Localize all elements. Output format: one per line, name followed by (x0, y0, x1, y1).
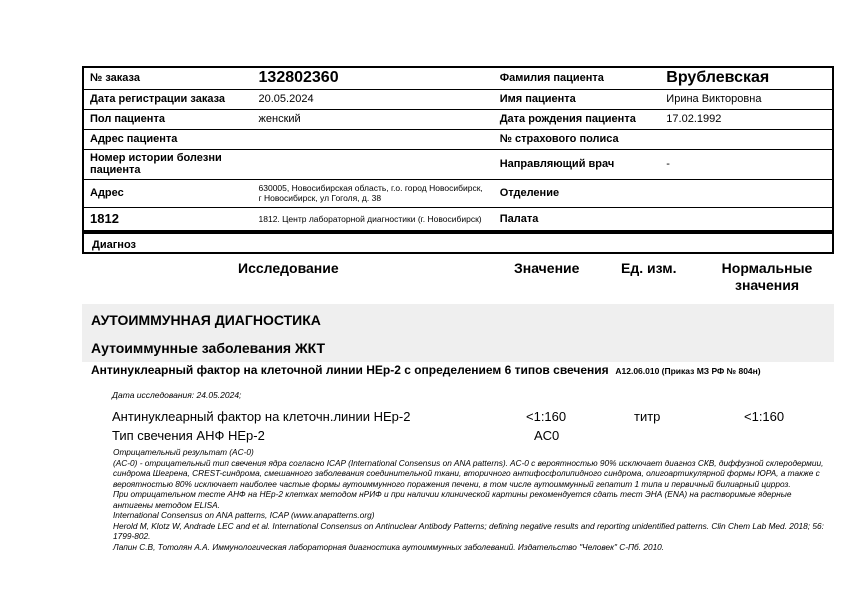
order-no-value: 132802360 (253, 67, 494, 89)
sex-value: женский (253, 109, 494, 129)
doctor-label: Направляющий врач (494, 149, 661, 179)
column-unit: Ед. изм. (621, 260, 677, 276)
ward-value (660, 207, 833, 231)
result-value: AC0 (534, 428, 560, 443)
column-norm-line1: Нормальные (721, 260, 813, 276)
comment-line: Отрицательный результат (AC-0) (113, 447, 254, 457)
column-value: Значение (514, 260, 580, 276)
column-study: Исследование (238, 260, 339, 276)
diagnosis-label: Диагноз (92, 239, 136, 251)
result-unit: титр (634, 409, 661, 424)
result-norm: <1:160 (744, 409, 785, 424)
department-label: Отделение (494, 179, 661, 207)
patient-name-label: Имя пациента (494, 89, 661, 109)
sex-label: Пол пациента (83, 109, 253, 129)
test-title (91, 363, 821, 378)
reg-date-value: 20.05.2024 (253, 89, 494, 109)
comment-line: International Consensus on ANA patterns, ICAP (www.anapatterns.org) (113, 510, 375, 520)
column-norm-line2: значения (735, 277, 799, 293)
insurance-label: № страхового полиса (494, 129, 661, 149)
result-value: <1:160 (526, 409, 567, 424)
patient-info-table (82, 66, 834, 232)
result-name: Антинуклеарный фактор на клеточн.линии HEp-2 (112, 409, 411, 424)
patient-address-value (253, 129, 494, 149)
comment-line: При отрицательном тесте АНФ на HEp-2 клетках методом нРИФ и при наличии клинической картины рекомендуется сдать тест ЭНА (ENA) на растворимые ядерные антигены методом ELISA. (113, 489, 792, 510)
order-no-label: № заказа (83, 67, 253, 89)
address-value: 630005, Новосибирская область, г.о. город Новосибирск, г Новосибирск, ул Гоголя, д. 38 (253, 179, 494, 207)
diagnosis-row (82, 232, 834, 254)
section-title: АУТОИММУННАЯ ДИАГНОСТИКА (91, 312, 321, 328)
comment-line: Herold M, Klotz W, Andrade LEC and et al. International Consensus on Antinuclear Antibody Patterns; defining negative results and reporting unidentified patterns. Clin Chem Lab Med. 2018; 56: 1799-802. (113, 520, 824, 541)
test-date: Дата исследования: 24.05.2024; (112, 390, 242, 400)
column-norm (712, 260, 822, 294)
lab-code: 1812 (83, 207, 253, 231)
ward-label: Палата (494, 207, 661, 231)
result-name: Тип свечения АНФ HEp-2 (112, 428, 265, 443)
comment-line: Лапин С.В, Тотолян А.А. Иммунологическая лабораторная диагностика аутоиммунных заболеваний. Издательство "Человек" С-Пб. 2010. (113, 541, 665, 552)
birth-date-label: Дата рождения пациента (494, 109, 661, 129)
patient-surname-label: Фамилия пациента (494, 67, 661, 89)
test-code: A12.06.010 (Приказ МЗ РФ № 804н) (615, 366, 761, 376)
result-comments (113, 447, 828, 552)
patient-address-label: Адрес пациента (83, 129, 253, 149)
birth-date-value: 17.02.1992 (660, 109, 833, 129)
department-value (660, 179, 833, 207)
address-label: Адрес (83, 179, 253, 207)
reg-date-label: Дата регистрации заказа (83, 89, 253, 109)
insurance-value (660, 129, 833, 149)
lab-name: 1812. Центр лабораторной диагностики (г. Новосибирск) (253, 207, 494, 231)
history-label: Номер истории болезни пациента (83, 149, 253, 179)
doctor-value: - (660, 149, 833, 179)
patient-surname-value: Врублевская (660, 67, 833, 89)
test-title-text: Антинуклеарный фактор на клеточной линии HEp-2 с определением 6 типов свечения (91, 363, 609, 377)
comment-line: (AC-0) - отрицательный тип свечения ядра согласно ICAP (International Consensus on ANA patterns). AC-0 с вероятностью 90% исключает диагноз СКВ, диффузной склеродермии, синдрома Шегрена, CREST-синдрома, смешанного заболевания соединительной ткани, вторичного антифосфолипидного синдрома, олигоартикулярной формы ЮРА, а также с вероятностью 80% исключает наиболее частые формы аутоиммунного поражения печени, в том числе аутоиммунный гепатит 1 типа и первичный билиарный цирроз. (113, 457, 824, 489)
section-subtitle: Аутоиммунные заболевания ЖКТ (91, 340, 326, 356)
history-value (253, 149, 494, 179)
patient-name-value: Ирина Викторовна (660, 89, 833, 109)
